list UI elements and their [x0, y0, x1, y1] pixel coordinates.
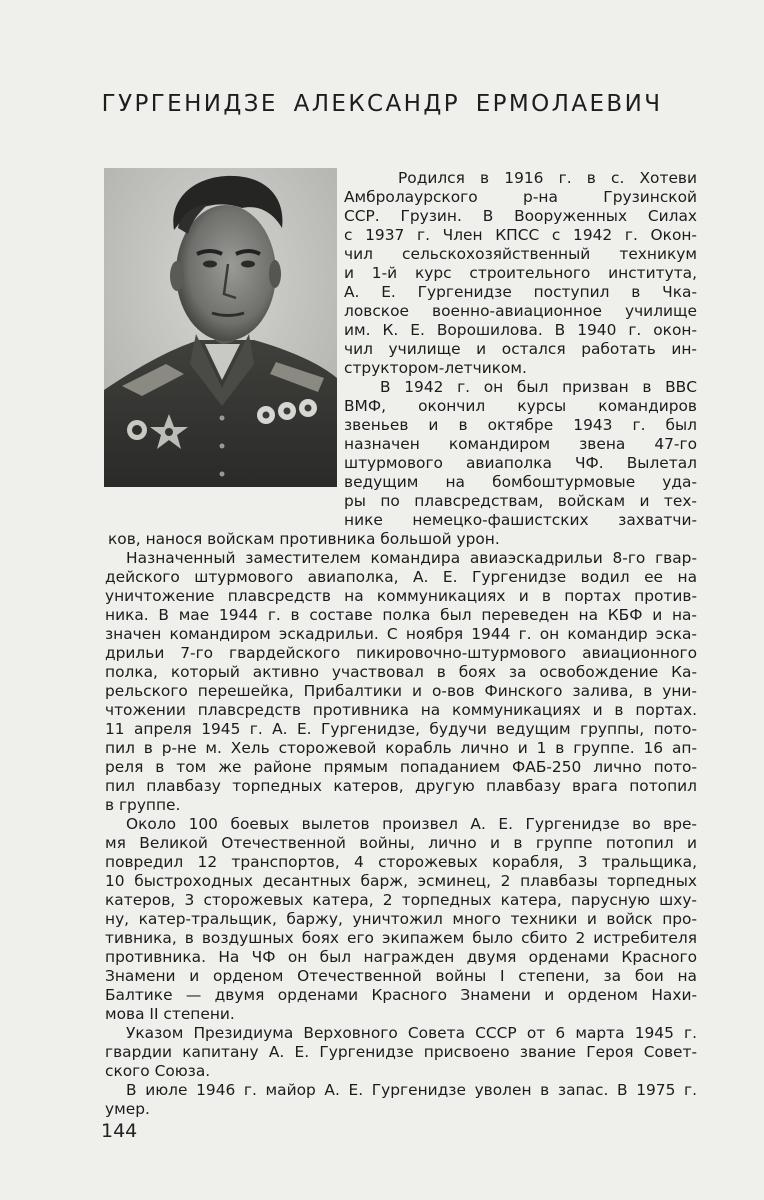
- text-line: уничтожение плавсредств на коммуникациях и в портах против-: [105, 587, 697, 605]
- text-line: ведущим на бомбоштурмовые уда-: [344, 473, 697, 491]
- text-line: нике немецко-фашистских захватчи-: [344, 511, 697, 529]
- text-line: катеров, 3 сторожевых катера, 2 торпедных катера, парусную шху-: [105, 891, 697, 909]
- text-line: чтожении плавсредств противника на коммуникациях и в портах.: [105, 701, 697, 719]
- text-line: и 1-й курс строительного института,: [344, 264, 697, 282]
- text-line: назначен командиром звена 47-го: [344, 435, 697, 453]
- text-line: пил плавбазу торпедных катеров, другую плавбазу врага потопил: [105, 777, 697, 795]
- text-line: дейского штурмового авиаполка, А. Е. Гургенидзе водил ее на: [105, 568, 697, 586]
- text-line: Назначенный заместителем командира авиаэскадрильи 8-го гвар-: [126, 549, 697, 567]
- text-line: Указом Президиума Верховного Совета СССР от 6 марта 1945 г.: [126, 1024, 697, 1042]
- text-line: полка, который активно участвовал в боях за освобождение Ка-: [105, 663, 697, 681]
- text-line: штурмового авиаполка ЧФ. Вылетал: [344, 454, 697, 472]
- text-line: ну, катер-тральщик, баржу, уничтожил много техники и войск про-: [105, 910, 697, 928]
- text-line: мя Великой Отечественной войны, лично и в группе потопил и: [105, 834, 697, 852]
- text-line: умер.: [105, 1100, 150, 1118]
- text-line: реля в том же районе прямым попаданием ФАБ-250 лично пото-: [105, 758, 697, 776]
- text-line: с 1937 г. Член КПСС с 1942 г. Окон-: [344, 226, 697, 244]
- text-line: гвардии капитану А. Е. Гургенидзе присвоено звание Героя Совет-: [105, 1043, 697, 1061]
- text-line: В июле 1946 г. майор А. Е. Гургенидзе уволен в запас. В 1975 г.: [126, 1081, 697, 1099]
- text-line: 10 быстроходных десантных барж, эсминец, 2 плавбазы торпедных: [105, 872, 697, 890]
- text-line: Балтике — двумя орденами Красного Знамени и орденом Нахи-: [105, 986, 697, 1004]
- text-line: чил сельскохозяйственный техникум: [344, 245, 697, 263]
- text-line: ника. В мае 1944 г. в составе полка был переведен на КБФ и на-: [105, 606, 697, 624]
- text-line: звеньев и в октябре 1943 г. был: [344, 416, 697, 434]
- text-line: рельского перешейка, Прибалтики и о-вов Финского залива, в уни-: [105, 682, 697, 700]
- text-line: значен командиром эскадрильи. С ноября 1944 г. он командир эска-: [105, 625, 697, 643]
- text-line: ского Союза.: [105, 1062, 211, 1080]
- text-line: противника. На ЧФ он был награжден двумя орденами Красного: [105, 948, 697, 966]
- text-line: пил в р-не м. Хель сторожевой корабль лично и 1 в группе. 16 ап-: [105, 739, 697, 757]
- text-line: структором-летчиком.: [344, 359, 527, 377]
- portrait-photo: [104, 168, 337, 487]
- text-line: А. Е. Гургенидзе поступил в Чка-: [344, 283, 697, 301]
- order-badge-left: [127, 420, 147, 440]
- text-line: в группе.: [105, 796, 181, 814]
- text-line: В 1942 г. он был призван в ВВС: [380, 378, 697, 396]
- text-line: тивника, в воздушных боях его экипажем было сбито 2 истребителя: [105, 929, 697, 947]
- text-line: Родился в 1916 г. в с. Хотеви: [398, 169, 697, 187]
- text-line: мова II степени.: [105, 1005, 235, 1023]
- text-line: Около 100 боевых вылетов произвел А. Е. Гургенидзе во вре-: [126, 815, 697, 833]
- text-line: им. К. Е. Ворошилова. В 1940 г. окон-: [344, 321, 697, 339]
- text-line: ВМФ, окончил курсы командиров: [344, 397, 697, 415]
- text-line: ры по плавсредствам, войскам и тех-: [344, 492, 697, 510]
- text-line: повредил 12 транспортов, 4 сторожевых корабля, 3 тральщика,: [105, 853, 697, 871]
- text-line: ков, нанося войскам противника большой урон.: [108, 530, 500, 548]
- text-line: чил училище и остался работать ин-: [344, 340, 697, 358]
- text-line: Знамени и орденом Отечественной войны I степени, за бои на: [105, 967, 697, 985]
- text-line: ССР. Грузин. В Вооруженных Силах: [344, 207, 697, 225]
- text-line: Амбролаурского р-на Грузинской: [344, 188, 697, 206]
- text-line: ловское военно-авиационное училище: [344, 302, 697, 320]
- text-line: 11 апреля 1945 г. А. Е. Гургенидзе, будучи ведущим группы, пото-: [105, 720, 697, 738]
- text-line: дрильи 7-го гвардейского пикировочно-штурмового авиационного: [105, 644, 697, 662]
- page-title: ГУРГЕНИДЗЕ АЛЕКСАНДР ЕРМОЛАЕВИЧ: [101, 91, 663, 117]
- page-number: 144: [101, 1120, 138, 1142]
